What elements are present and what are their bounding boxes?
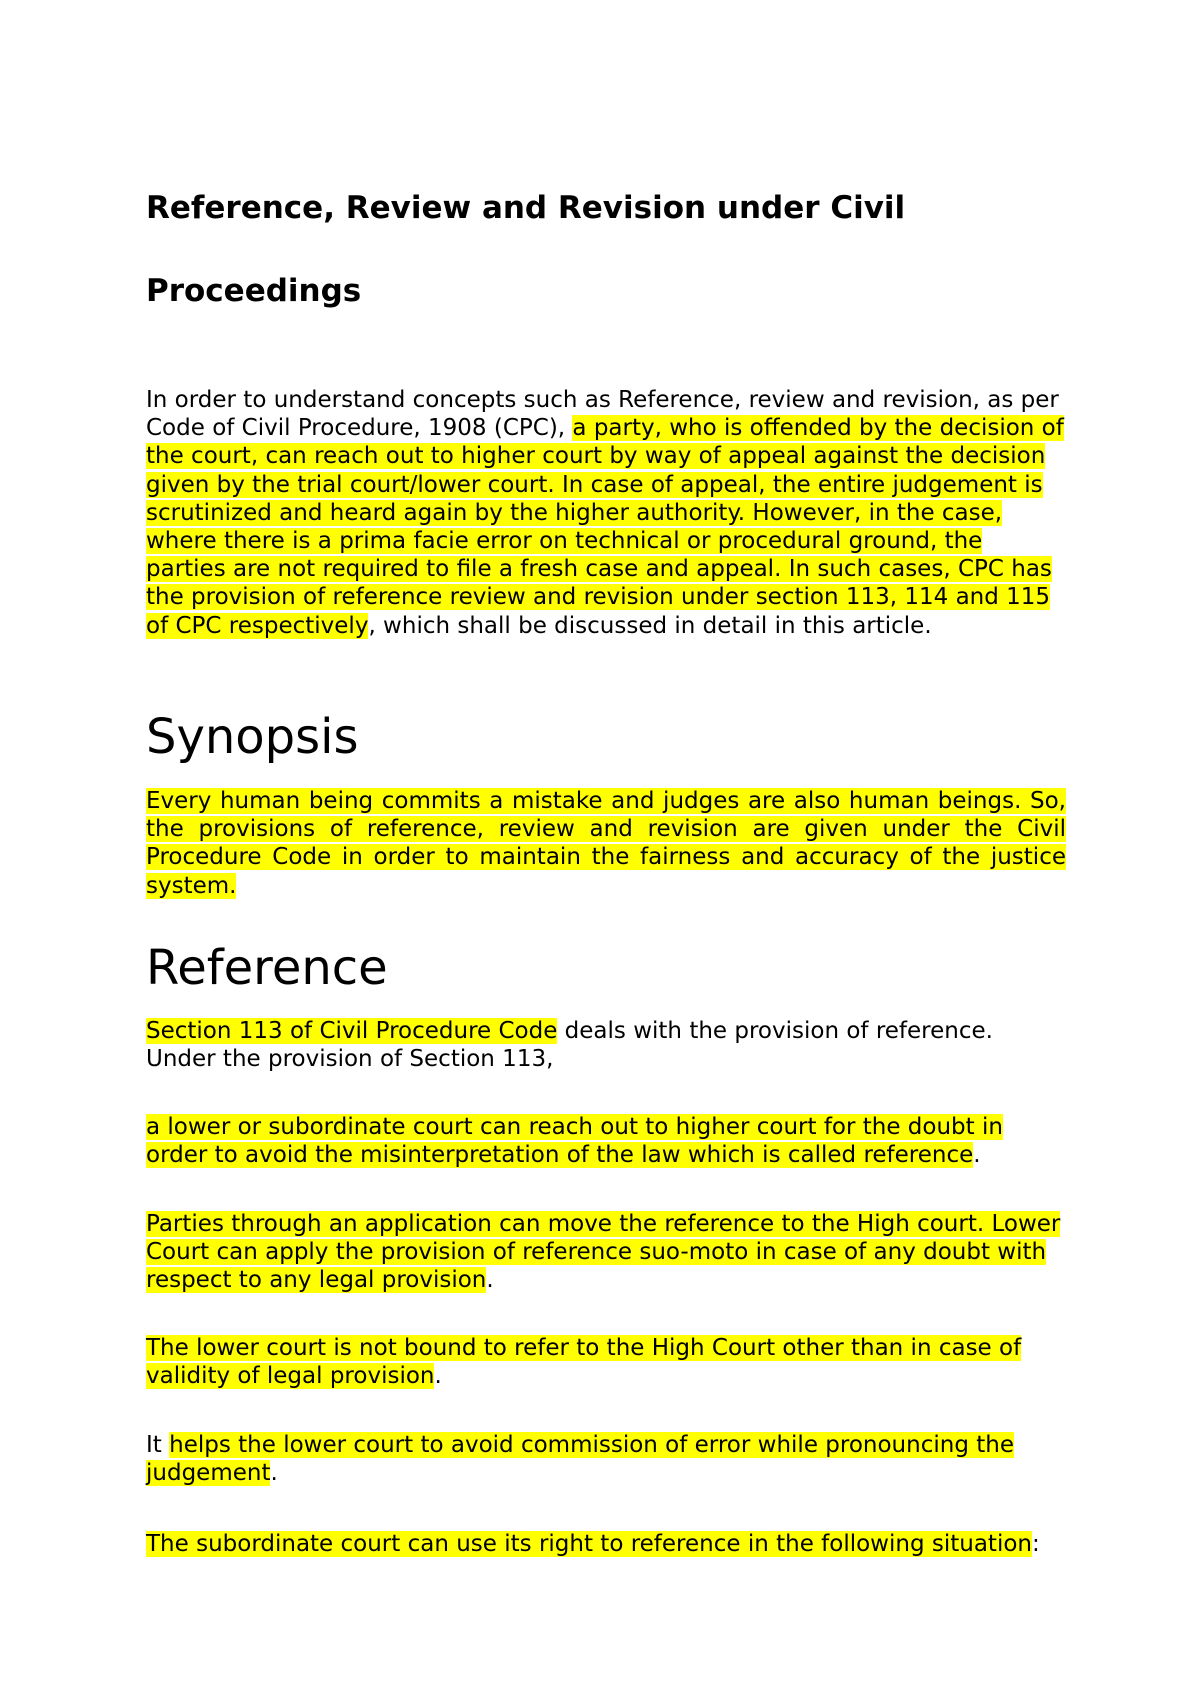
reference-p2-tail: . <box>973 1142 981 1169</box>
intro-plain-lead: In order to understand concepts such as Reference, review and revision, as per Code of Civil Procedure, 1908 (CPC), <box>146 387 1059 442</box>
synopsis-paragraph <box>146 787 1066 900</box>
reference-p4-highlighted: The lower court is not bound to refer to the High Court other than in case of validity of legal provision <box>146 1335 1022 1390</box>
document-title-line-1: Reference, Review and Revision under Civil <box>146 190 906 226</box>
reference-heading: Reference <box>146 940 388 996</box>
intro-highlighted-text: a party, who is offended by the decision of the court, can reach out to higher court by way of appeal against the decision given by the trial court/lower court. In case of appeal, the entire judgement is scrutinized and heard again by the higher authority. However, in the case, where there is a prima facie error on technical or procedural ground, the parties are not required to file a fresh case and appeal. In such cases, CPC has the provision of reference review and revision under section 113, 114 and 115 of CPC respectively <box>146 415 1064 639</box>
synopsis-heading: Synopsis <box>146 709 359 765</box>
reference-paragraph-3 <box>146 1210 1066 1295</box>
intro-paragraph <box>146 386 1066 640</box>
reference-p5-lead: It <box>146 1432 170 1458</box>
document-title-line-2: Proceedings <box>146 273 362 309</box>
reference-p3-tail: . <box>486 1267 494 1294</box>
reference-p6-tail: : <box>1032 1531 1040 1557</box>
reference-p5-tail: . <box>270 1460 278 1487</box>
intro-plain-tail: , which shall be discussed in detail in this article. <box>368 612 932 639</box>
reference-paragraph-4 <box>146 1334 1066 1390</box>
reference-paragraph-2 <box>146 1113 1066 1169</box>
reference-p4-tail: . <box>434 1363 442 1390</box>
reference-p6-highlighted: The subordinate court can use its right to reference in the following situation <box>146 1531 1032 1557</box>
reference-p2-highlighted: a lower or subordinate court can reach out to higher court for the doubt in order to avoid the misinterpretation of the law which is called reference <box>146 1114 1003 1169</box>
reference-paragraph-5 <box>146 1431 1066 1487</box>
reference-p5-highlighted: helps the lower court to avoid commission of error while pronouncing the judgement <box>146 1432 1014 1487</box>
reference-paragraph-1 <box>146 1017 1066 1073</box>
reference-p1-highlighted: Section 113 of Civil Procedure Code <box>146 1018 558 1044</box>
reference-p3-highlighted: Parties through an application can move the reference to the High court. Lower Court can apply the provision of reference suo-moto in case of any doubt with respect to any legal provision <box>146 1211 1061 1294</box>
reference-p1-plain: deals with the provision of reference. Under the provision of Section 113, <box>146 1018 993 1073</box>
synopsis-highlighted-text: Every human being commits a mistake and judges are also human beings. So, the provisions of reference, review and revision are given under the Civil Procedure Code in order to maintain the fairness and accuracy of the justice system. <box>146 788 1066 899</box>
reference-paragraph-6 <box>146 1530 1066 1558</box>
